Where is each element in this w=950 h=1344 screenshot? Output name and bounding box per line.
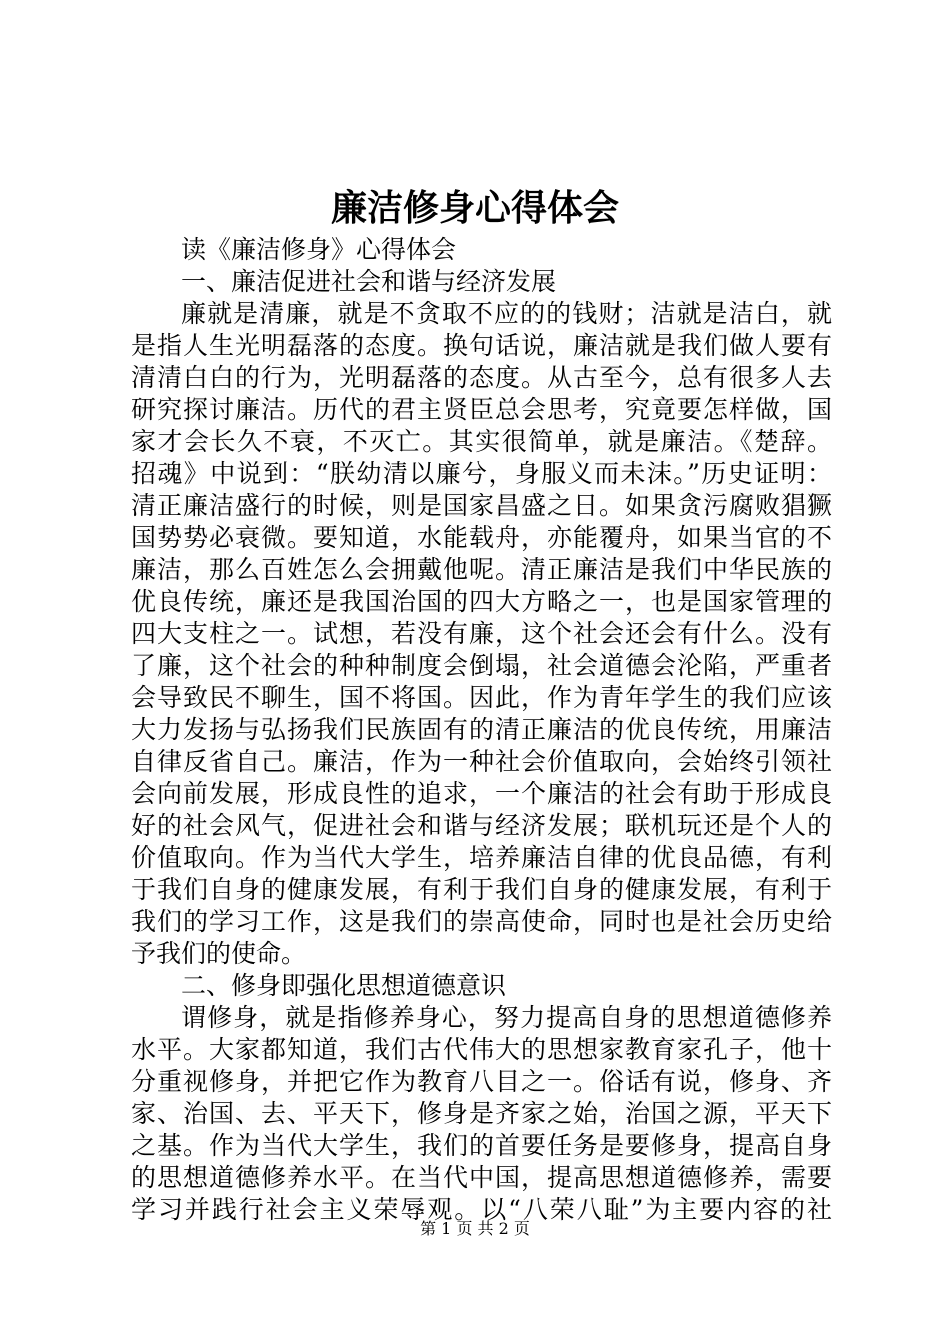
text-line: 廉就是清廉，就是不贪取不应的的钱财；洁就是洁白，就 xyxy=(181,299,832,328)
text-line: 之基。作为当代大学生，我们的首要任务是要修身，提高自身 xyxy=(131,1131,832,1160)
text-line: 四大支柱之一。试想，若没有廉，这个社会还会有什么。没有 xyxy=(131,619,832,648)
text-line: 水平。大家都知道，我们古代伟大的思想家教育家孔子，他十 xyxy=(131,1035,832,1064)
text-line: 家、治国、去、平天下，修身是齐家之始，治国之源，平天下 xyxy=(131,1099,832,1128)
page-footer: 第 1 页 共 2 页 xyxy=(420,1219,530,1238)
text-line: 是指人生光明磊落的态度。换句话说，廉洁就是我们做人要有 xyxy=(131,331,832,360)
text-line: 大力发扬与弘扬我们民族固有的清正廉洁的优良传统，用廉洁 xyxy=(131,715,832,744)
text-line: 于我们自身的健康发展，有利于我们自身的健康发展，有利于 xyxy=(131,875,832,904)
text-line: 自律反省自己。廉洁，作为一种社会价值取向，会始终引领社 xyxy=(131,747,832,776)
text-line: 优良传统，廉还是我国治国的四大方略之一，也是国家管理的 xyxy=(131,587,832,616)
text-line: 了廉，这个社会的种种制度会倒塌，社会道德会沦陷，严重者 xyxy=(131,651,832,680)
text-line: 二、修身即强化思想道德意识 xyxy=(181,971,507,1000)
text-line: 会向前发展，形成良性的追求，一个廉洁的社会有助于形成良 xyxy=(131,779,832,808)
text-line: 国势势必衰微。要知道，水能载舟，亦能覆舟，如果当官的不 xyxy=(131,523,832,552)
text-line: 研究探讨廉洁。历代的君主贤臣总会思考，究竟要怎样做，国 xyxy=(131,395,832,424)
text-line: 价值取向。作为当代大学生，培养廉洁自律的优良品德，有利 xyxy=(131,843,832,872)
text-line: 清清白白的行为，光明磊落的态度。从古至今，总有很多人去 xyxy=(131,363,832,392)
text-line: 读《廉洁修身》心得体会 xyxy=(181,235,457,264)
text-line: 我们的学习工作，这是我们的崇高使命，同时也是社会历史给 xyxy=(131,907,832,936)
text-line: 予我们的使命。 xyxy=(131,939,307,968)
text-line: 好的社会风气，促进社会和谐与经济发展；联机玩还是个人的 xyxy=(131,811,832,840)
text-line: 谓修身，就是指修养身心，努力提高自身的思想道德修养 xyxy=(181,1003,832,1032)
text-line: 的思想道德修养水平。在当代中国，提高思想道德修养，需要 xyxy=(131,1163,832,1192)
text-line: 家才会长久不衰，不灭亡。其实很简单，就是廉洁。《楚辞。 xyxy=(131,427,832,456)
text-line: 清正廉洁盛行的时候，则是国家昌盛之日。如果贪污腐败猖獗 xyxy=(131,491,832,520)
text-line: 一、廉洁促进社会和谐与经济发展 xyxy=(181,267,557,296)
text-line: 学习并践行社会主义荣辱观。以“八荣八耻”为主要内容的社 xyxy=(131,1195,832,1224)
text-line: 廉洁，那么百姓怎么会拥戴他呢。清正廉洁是我们中华民族的 xyxy=(131,555,832,584)
text-line: 会导致民不聊生，国不将国。因此，作为青年学生的我们应该 xyxy=(131,683,832,712)
document-body xyxy=(131,234,832,1226)
document-title: 廉洁修身心得体会 xyxy=(330,187,619,229)
text-line: 招魂》中说到：“朕幼清以廉兮，身服义而未沫。”历史证明： xyxy=(131,459,832,488)
text-line: 分重视修身，并把它作为教育八目之一。俗话有说，修身、齐 xyxy=(131,1067,832,1096)
